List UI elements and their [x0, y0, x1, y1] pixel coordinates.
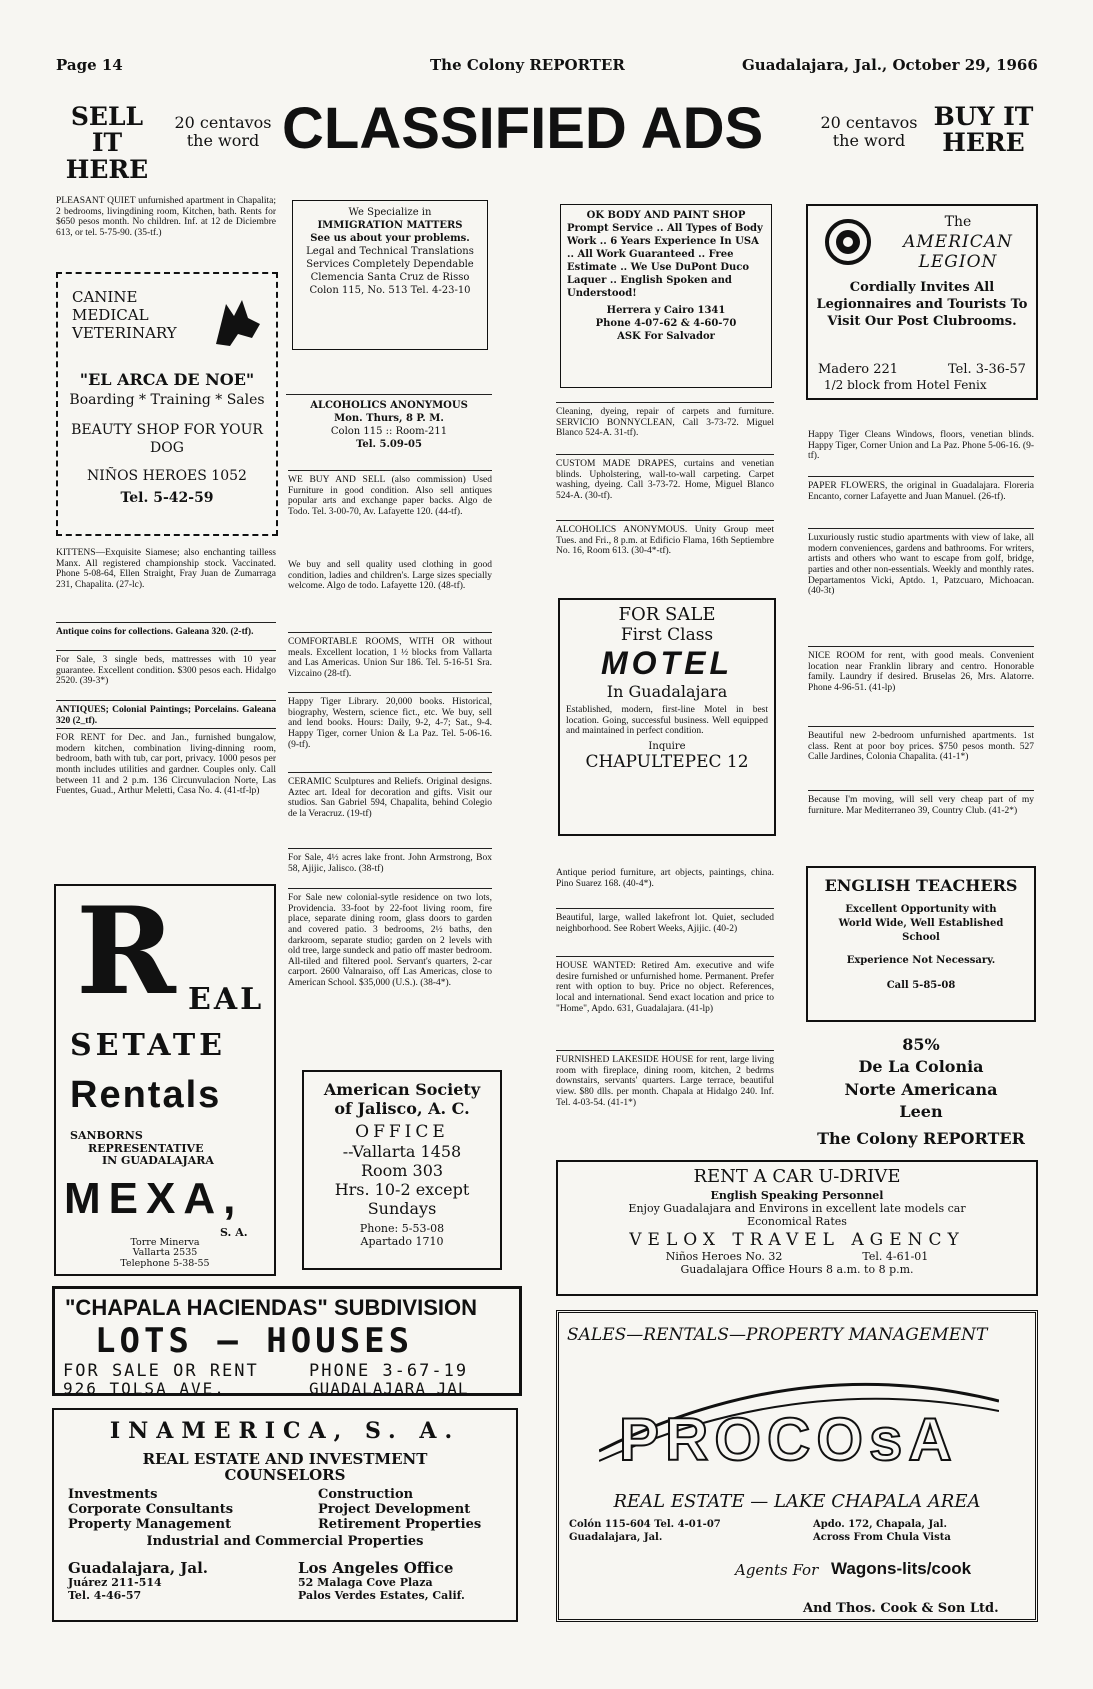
ad-tiger-windows: Happy Tiger Cleans Windows, floors, venetian blinds. Happy Tiger, Corner Union and La Paz. Phone 5-06-16. (9-tf). — [808, 430, 1035, 462]
paper-name: The Colony REPORTER — [430, 56, 625, 74]
ad-house-wanted: HOUSE WANTED: Retired Am. executive and wife desire furnished or unfurnished home. Permanent. Prefer rent with option to buy. Price no object. References, local and international. Send exact location and price to "Home", Apdo. 631, Guadalajara. (41-lp) — [556, 956, 774, 1014]
real-estate-ad: R EAL SETATE Rentals SANBORNS REPRESENTATIVE IN GUADALAJARA MEXA, S. A. Torre Minerva Vallarta 2535 Telephone 5-38-55 — [54, 884, 276, 1276]
dateline: Guadalajara, Jal., October 29, 1966 — [742, 56, 1038, 74]
ad-antiques: ANTIQUES; Colonial Paintings; Porcelains. Galeana 320 (2_tf). — [56, 700, 276, 726]
ad-drapes: CUSTOM MADE DRAPES, curtains and venetian blinds. Upholstering, wall-to-wall carpeting. Carpet washing, dyeing. Call 3-73-72. Home, Miguel Blanco 524-A. (30-tf). — [556, 454, 774, 502]
canine-ad: CANINE MEDICAL VETERINARY "EL ARCA DE NOE" Boarding * Training * Sales BEAUTY SHOP FOR YOUR DOG NIÑOS HEROES 1052 Tel. 5-42-59 — [56, 272, 278, 536]
ad-beautiful: Beautiful new 2-bedroom unfurnished apartments. 1st class. Rent at poor boy prices. $750 pesos month. 527 Calle Jardines, Colonia Chapalita. (41-1*) — [808, 726, 1034, 763]
ad-coins: Antique coins for collections. Galeana 320. (2-tf). — [56, 622, 276, 638]
ad-aa2: ALCOHOLICS ANONYMOUS. Unity Group meet Tues. and Fri., 8 p.m. at Edificio Flama, 16th Septiembre No. 16, Room 613. (30-4*-tf). — [556, 520, 774, 557]
american-society-ad: American Society of Jalisco, A. C. OFFICE --Vallarta 1458 Room 303 Hrs. 10-2 except Sundays Phone: 5-53-08 Apartado 1710 — [302, 1070, 502, 1270]
price-left: 20 centavos the word — [174, 113, 272, 151]
ad-kittens: KITTENS—Exquisite Siamese; also enchanting tailless Manx. All registered championship stock. Vaccinated. Phone 5-08-64, Ellen Straight, Fray Juan de Zumarraga 231, Chapalita. (27-lc). — [56, 548, 276, 590]
chapala-ad: "CHAPALA HACIENDAS" SUBDIVISION LOTS — HOUSES FOR SALE OR RENT PHONE 3-67-19 926 TOLSA AVE. GUADALAJARA JAL — [52, 1286, 522, 1396]
ad-rooms: COMFORTABLE ROOMS, WITH OR without meals. Excellent location, 1 ½ blocks from Vallarta and Las Americas. Union Sur 186. Tel. 5-16-51 Sra. Vizcaino (28-tf). — [288, 632, 492, 680]
ad-antique-furniture: Antique period furniture, art objects, paintings, china. Pino Suarez 168. (40-4*). — [556, 868, 774, 889]
ad-clothing: We buy and sell quality used clothing in good condition, ladies and children's. Large sizes specially welcome. Algo de todo. Lafayette 120. (48-tf). — [288, 560, 492, 592]
dog-icon — [208, 294, 263, 349]
ad-webuy: WE BUY AND SELL (also commission) Used Furniture in good condition. Also sell antiques popular arts and exchange paper backs. Algo de Todo. Tel. 3-00-70, Av. Lafayette 120. (44-tf). — [288, 470, 492, 518]
ad-paper-flowers: PAPER FLOWERS, the original in Guadalajara. Floreria Encanto, corner Lafayette and Juan Manuel. (26-tf). — [808, 476, 1034, 502]
ad-ceramic: CERAMIC Sculptures and Reliefs. Original designs. Aztec art. Ideal for decoration and gifts. Visit our studios. San Gabriel 594, Chapalita, behind Colegio de la Veracruz. (19-tf) — [288, 772, 492, 820]
ad-moving: Because I'm moving, will sell very cheap part of my furniture. Mar Mediterraneo 39, Country Club. (41-2*) — [808, 790, 1034, 816]
ad-lakeside: FURNISHED LAKESIDE HOUSE for rent, large living room with fireplace, dining room, kitchen, 2 bedrms downstairs, servants' quarters. Large terrace, beautiful view. $80 dlls. per month. Chapala at Hidalgo 240. Inf. Tel. 4-03-54. (41-1*) — [556, 1050, 774, 1108]
buy-it: BUY IT HERE — [933, 102, 1034, 158]
body-shop-ad: OK BODY AND PAINT SHOP Prompt Service .. All Types of Body Work .. 6 Years Experience In USA .. All Work Guaranteed .. Free Estimate .. We Use DuPont Duco Laquer .. English Spoken and Understood! Herrera y Cairo 1341 Phone 4-07-62 & 4-60-70 ASK For Salvador — [560, 204, 772, 388]
motel-ad: FOR SALE First Class MOTEL In Guadalajara Established, modern, first-line Motel in best location. Going, successful business. Well equipped and maintained in perfect condition. Inquire CHAPULTEPEC 12 — [558, 598, 776, 836]
ad-studio: Luxuriously rustic studio apartments with view of lake, all modern conveniences, gardens and bathrooms. For writers, artists and others who want to escape from golf, bridge, parties and other non-essentials. Weekly and monthly rates. Departamentos Vicki, Aptdo. 1, Patzcuaro, Michoacan. (40-3t) — [808, 528, 1034, 597]
inamerica-ad: INAMERICA, S. A. REAL ESTATE AND INVESTMENT COUNSELORS Investments Corporate Consultants Property Management Construction Project Development Retirement Properties Industrial and Commercial Properties Guadalajara, Jal. Juárez 211-514 Tel. 4-46-57 Los Angeles Office 52 Malaga Cove Plaza Palos Verdes Estates, Calif. — [52, 1408, 518, 1622]
ad-cleaning: Cleaning, dyeing, repair of carpets and furniture. SERVICIO BONNYCLEAN, Call 3-73-72. Miguel Blanco 524-A. 31-tf). — [556, 402, 774, 439]
legion-emblem-icon — [824, 218, 872, 266]
legion-ad: The AMERICAN LEGION Cordially Invites All Legionnaires and Tourists To Visit Our Post Clubrooms. Madero 221 Tel. 3-36-57 1/2 block from Hotel Fenix — [806, 204, 1038, 400]
ad-forrent: FOR RENT for Dec. and Jan., furnished bungalow, modern kitchen, combination living-dinning room, bedroom, bath with tub, car port, privacy. 1000 pesos per month includes utilities and gardner. Couples only. Call between 11 and 2 p.m. 136 Circunvulacion Norte, Las Fuentes, Guad., Arthur Meletti, Casa No. 4. (41-tf-lp) — [56, 728, 276, 797]
ad-nice-room: NICE ROOM for rent, with good meals. Convenient location near Franklin library and centro. Honorable family. Laundry if desired. Bruselas 26, Mrs. Alatorre. Phone 4-96-51. (41-lp) — [808, 646, 1034, 694]
readership-ad: 85% De La Colonia Norte Americana Leen The Colony REPORTER — [817, 1035, 1025, 1148]
sell-it: SELL IT HERE — [65, 102, 149, 184]
ad-beds: For Sale, 3 single beds, mattresses with 10 year guarantee. Excellent condition. $300 pesos each. Hidalgo 2520. (39-3*) — [56, 650, 276, 687]
price-right: 20 centavos the word — [820, 113, 918, 151]
banner-title: CLASSIFIED ADS — [282, 96, 764, 161]
ad-acres: For Sale, 4½ acres lake front. John Armstrong, Box 58, Ajijic, Jalisco. (38-tf) — [288, 848, 492, 874]
ad-library: Happy Tiger Library. 20,000 books. Historical, biography, Western, science fict., etc. We buy, sell and lend books. Hours: Daily, 9-2, 4-7; Sat., 9-4. Happy Tiger, corner Union & La Paz. Tel. 5-06-16. (9-tf). — [288, 692, 492, 750]
velox-ad: RENT A CAR U-DRIVE English Speaking Personnel Enjoy Guadalajara and Environs in excellent late models car Economical Rates VELOX TRAVEL AGENCY Niños Heroes No. 32 Tel. 4-61-01 Guadalajara Office Hours 8 a.m. to 8 p.m. — [556, 1160, 1038, 1296]
ad-colonial: For Sale new colonial-sytle residence on two lots, Providencia. 33-foot by 22-foot living room, fire place, separate dining room, glass doors to garden and covered patio. 3 bedrooms, 2½ baths, den darkroom, separate studio; garden on 2 levels with old tree, large sundeck and patio off master bedroom. All-tiled and filtered pool. Servant's quarters, 2-car carport. 2600 Valnaraiso, off Las Americas, close to American School. $35,000 (U.S.). (38-4*). — [288, 888, 492, 989]
procosa-ad: SALES—RENTALS—PROPERTY MANAGEMENT PROCOsA REAL ESTATE — LAKE CHAPALA AREA Colón 115-604 Tel. 4-01-07 Guadalajara, Jal. Apdo. 172, Chapala, Jal. Across From Chula Vista Agents For Wagons-lits/cook And Thos. Cook & Son Ltd. — [556, 1310, 1038, 1622]
english-teachers-ad: ENGLISH TEACHERS Excellent Opportunity with World Wide, Well Established School Experience Not Necessary. Call 5-85-08 — [806, 866, 1036, 1022]
immigration-ad: We Specialize in IMMIGRATION MATTERS See us about your problems. Legal and Technical Translations Services Completely Dependable Clemencia Santa Cruz de Risso Colon 115, No. 513 Tel. 4-23-10 — [292, 200, 488, 350]
ad-lakefront: Beautiful, large, walled lakefront lot. Quiet, secluded neighborhood. See Robert Weeks, Ajijic. (40-2) — [556, 908, 774, 934]
ad-pleasant: PLEASANT QUIET unfurnished apartment in Chapalita; 2 bedrooms, livingdining room, Kitchen, bath. Rents for $650 pesos month. No children. Inf. at 12 de Diciembre 613, or tel. 5-75-90. (35-tf.) — [56, 196, 276, 238]
aa-ad: ALCOHOLICS ANONYMOUS Mon. Thurs, 8 P. M. Colon 115 :: Room-211 Tel. 5.09-05 — [286, 394, 492, 451]
page-number: Page 14 — [56, 56, 123, 74]
